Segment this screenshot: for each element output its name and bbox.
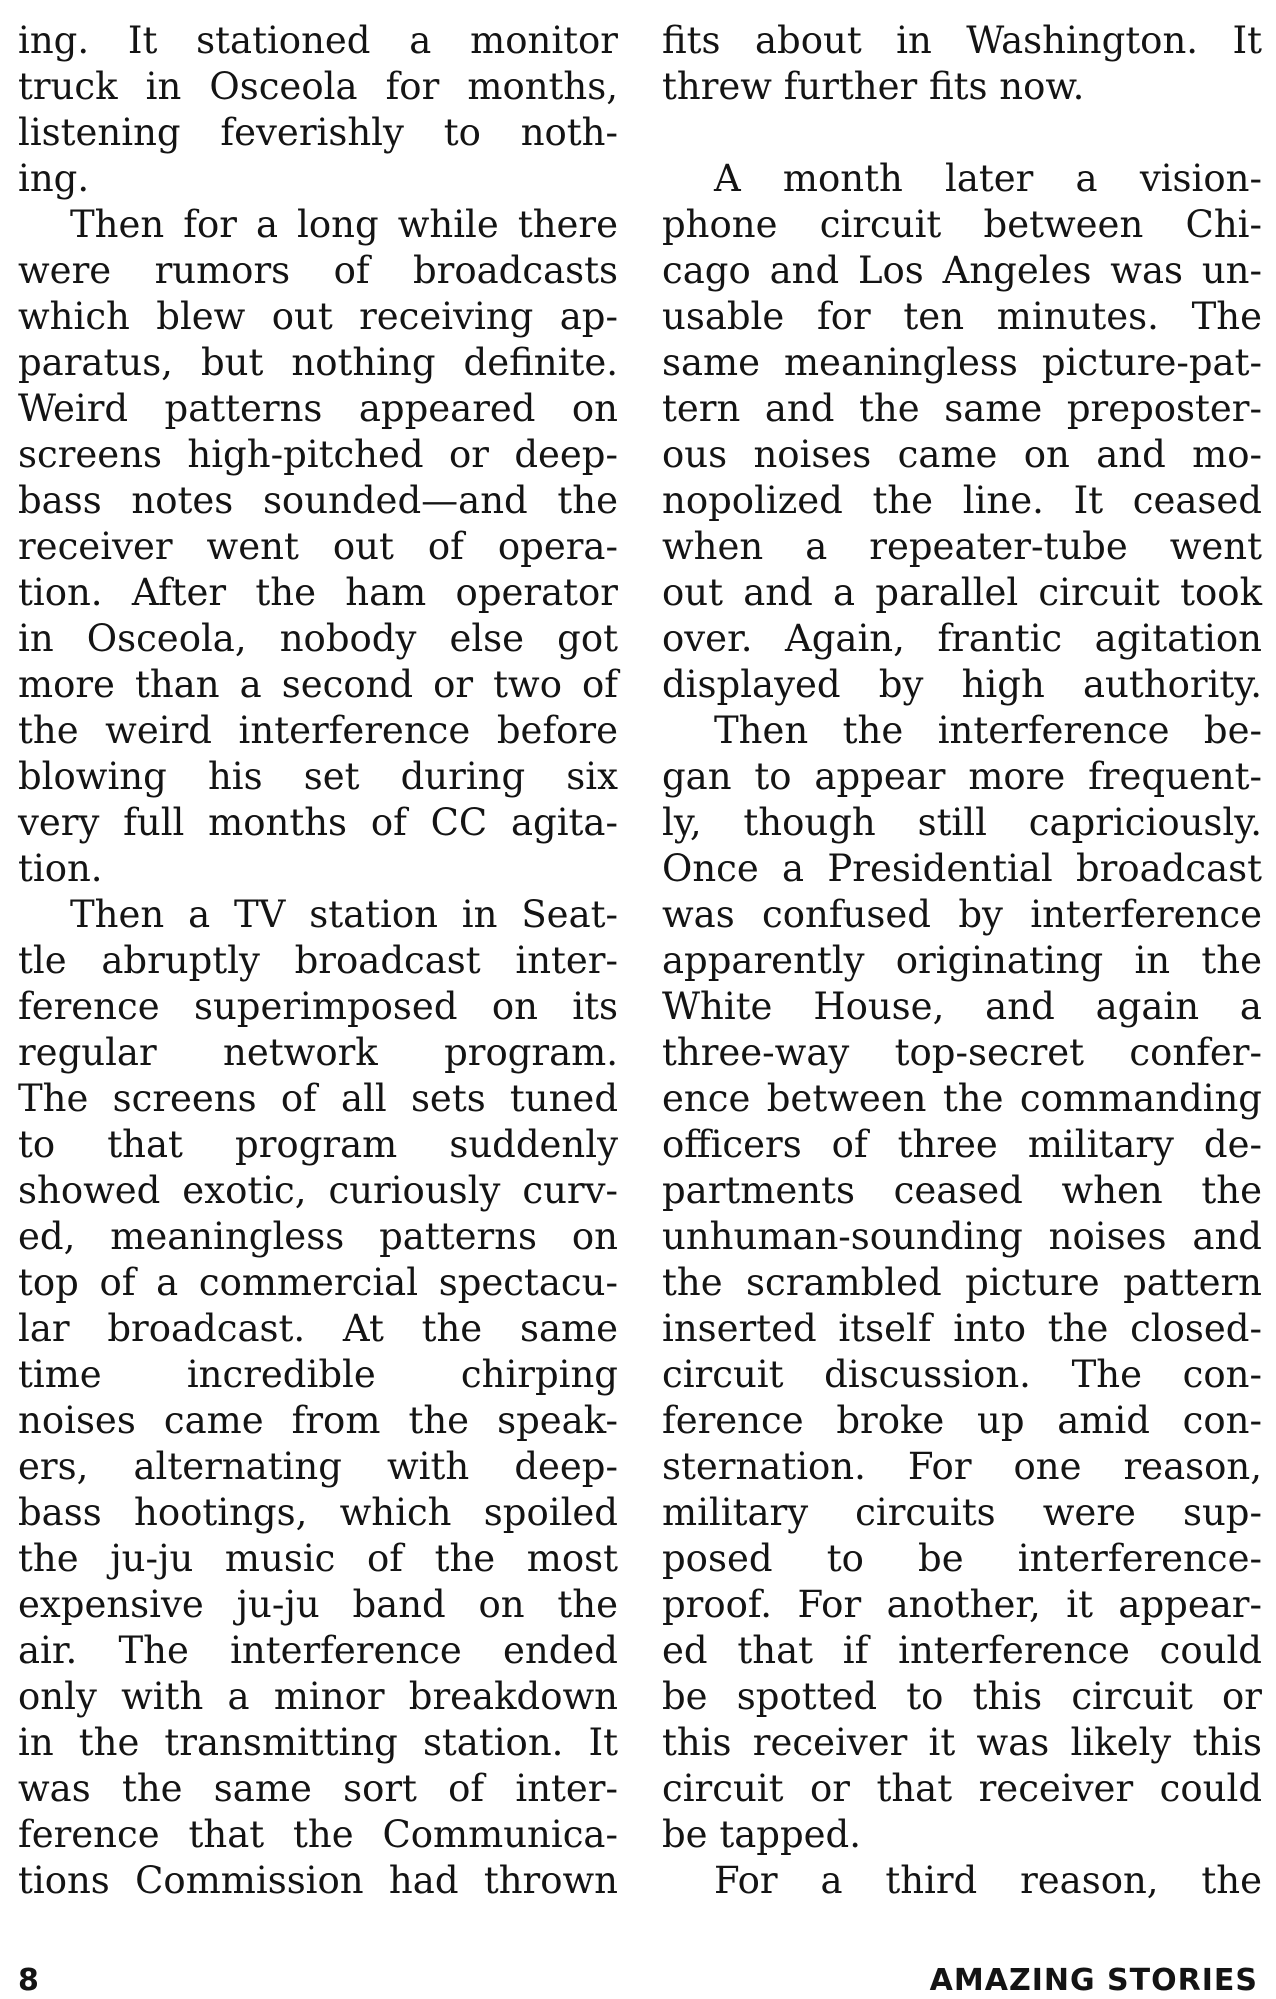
text-line: tions Commission had thrown <box>18 1859 618 1902</box>
text-line: ing. It stationed a monitor <box>18 19 618 62</box>
text-line: was confused by interference <box>662 893 1262 936</box>
text-line: showed exotic, curiously curv- <box>18 1169 618 1212</box>
text-line: more than a second or two of <box>18 663 618 706</box>
text-line: ly, though still capriciously. <box>662 801 1262 844</box>
text-line: bass notes sounded—and the <box>18 479 618 522</box>
right-text-column <box>662 18 1262 1904</box>
text-line: same meaningless picture-pat- <box>662 341 1262 384</box>
text-line: three-way top-secret confer- <box>662 1031 1262 1074</box>
text-line: ed, meaningless patterns on <box>18 1215 618 1258</box>
text-line: expensive ju-ju band on the <box>18 1583 618 1626</box>
text-line: gan to appear more frequent- <box>662 755 1262 798</box>
text-line: tle abruptly broadcast inter- <box>18 939 618 982</box>
text-line: in the transmitting station. It <box>18 1721 618 1764</box>
text-line: air. The interference ended <box>18 1629 618 1672</box>
text-line: Then the interference be- <box>714 709 1262 752</box>
text-line: top of a commercial spectacu- <box>18 1261 618 1304</box>
text-line: noises came from the speak- <box>18 1399 618 1442</box>
text-line: ers, alternating with deep- <box>18 1445 618 1488</box>
text-line: sternation. For one reason, <box>662 1445 1262 1488</box>
text-line: the ju-ju music of the most <box>18 1537 618 1580</box>
text-line: officers of three military de- <box>662 1123 1262 1166</box>
text-line: For a third reason, the <box>714 1859 1262 1902</box>
left-text-column <box>18 18 618 1904</box>
text-line: Weird patterns appeared on <box>18 387 618 430</box>
text-line: inserted itself into the closed- <box>662 1307 1262 1350</box>
text-line: ference superimposed on its <box>18 985 618 1028</box>
text-line: cago and Los Angeles was un- <box>662 249 1262 292</box>
text-line: apparently originating in the <box>662 939 1262 982</box>
text-line: which blew out receiving ap- <box>18 295 618 338</box>
text-line: fits about in Washington. It <box>662 19 1262 62</box>
text-line: partments ceased when the <box>662 1169 1262 1212</box>
text-line: in Osceola, nobody else got <box>18 617 618 660</box>
text-line: Then for a long while there <box>70 203 618 246</box>
text-line: listening feverishly to noth- <box>18 111 618 154</box>
text-line: bass hootings, which spoiled <box>18 1491 618 1534</box>
text-line: to that program suddenly <box>18 1123 618 1166</box>
text-line: nopolized the line. It ceased <box>662 479 1262 522</box>
text-line: unhuman-sounding noises and <box>662 1215 1262 1258</box>
text-line: circuit discussion. The con- <box>662 1353 1262 1396</box>
text-line: the scrambled picture pattern <box>662 1261 1262 1304</box>
text-line: the weird interference before <box>18 709 618 752</box>
text-line <box>662 110 1262 156</box>
text-line: tern and the same preposter- <box>662 387 1262 430</box>
text-line: this receiver it was likely this <box>662 1721 1262 1764</box>
text-line: posed to be interference- <box>662 1537 1262 1580</box>
text-line: screens high-pitched or deep- <box>18 433 618 476</box>
page-number: 8 <box>18 1963 39 1998</box>
text-line: very full months of CC agita- <box>18 801 618 844</box>
text-line: usable for ten minutes. The <box>662 295 1262 338</box>
text-line: White House, and again a <box>662 985 1262 1028</box>
text-line: paratus, but nothing definite. <box>18 341 618 384</box>
text-line: Then a TV station in Seat- <box>70 893 618 936</box>
text-line: were rumors of broadcasts <box>18 249 618 292</box>
text-line: ference broke up amid con- <box>662 1399 1262 1442</box>
text-line: be spotted to this circuit or <box>662 1675 1262 1718</box>
text-line: lar broadcast. At the same <box>18 1307 618 1350</box>
text-line: was the same sort of inter- <box>18 1767 618 1810</box>
text-line: proof. For another, it appear- <box>662 1583 1262 1626</box>
text-line: be tapped. <box>662 1813 861 1856</box>
text-line: regular network program. <box>18 1031 618 1074</box>
text-line: blowing his set during six <box>18 755 618 798</box>
text-line: ing. <box>18 157 90 200</box>
text-line: when a repeater-tube went <box>662 525 1262 568</box>
text-line: military circuits were sup- <box>662 1491 1262 1534</box>
text-line: only with a minor breakdown <box>18 1675 618 1718</box>
text-line: receiver went out of opera- <box>18 525 618 568</box>
text-line: tion. <box>18 847 103 890</box>
text-line: ous noises came on and mo- <box>662 433 1262 476</box>
text-line: time incredible chirping <box>18 1353 618 1396</box>
text-line: out and a parallel circuit took <box>662 571 1262 614</box>
text-line: A month later a vision- <box>714 157 1262 200</box>
text-line: displayed by high authority. <box>662 663 1262 706</box>
text-line: truck in Osceola for months, <box>18 65 618 108</box>
text-line: The screens of all sets tuned <box>18 1077 618 1120</box>
text-line: ence between the commanding <box>662 1077 1262 1120</box>
magazine-title: AMAZING STORIES <box>929 1963 1258 1998</box>
text-line: Once a Presidential broadcast <box>662 847 1262 890</box>
text-line: circuit or that receiver could <box>662 1767 1262 1810</box>
text-line: over. Again, frantic agitation <box>662 617 1262 660</box>
text-line: phone circuit between Chi- <box>662 203 1262 246</box>
text-line: threw further fits now. <box>662 65 1085 108</box>
text-line: tion. After the ham operator <box>18 571 618 614</box>
text-line: ed that if interference could <box>662 1629 1262 1672</box>
text-line: ference that the Communica- <box>18 1813 618 1856</box>
